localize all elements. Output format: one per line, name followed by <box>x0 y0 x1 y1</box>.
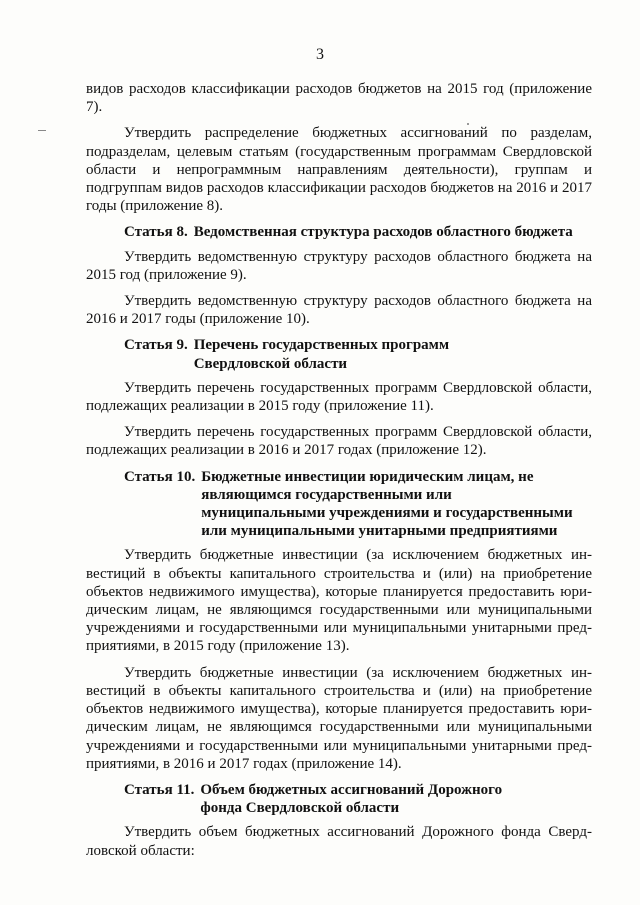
paragraph: Утвердить распределение бюджетных ассигнований по разделам, подразделам, целевым статьям (государственным программам Свердловской области и непрограммным направлениям деятельности), группам и подгруппам видов расходов классификации расходов бюджетов на 2016 и 2017 годы (приложение 8). <box>86 125 592 215</box>
paragraph: Утвердить ведомственную структуру расходов областного бюджета на 2016 и 2017 годы (приложение 10). <box>86 293 592 328</box>
paragraph: Утвердить бюджетные инвестиции (за исключением бюджетных инвестиций в объекты капитального строительства и (или) на приобретение объектов недвижимого имущества), которые планируется предоставить юридическим лицам, не являющимся государственными или муниципальными учреждениями и государственными или муниципальными унитарными предприятиями, в 2015 году (приложение 13). <box>86 547 592 655</box>
margin-mark <box>38 130 46 131</box>
article-title: Объем бюджетных ассигнований Дорожного фонда Свердловской области <box>200 781 503 817</box>
document-body <box>86 80 592 860</box>
paragraph: Утвердить бюджетные инвестиции (за исключением бюджетных инвестиций в объекты капитального строительства и (или) на приобретение объектов недвижимого имущества), которые планируется предоставить юридическим лицам, не являющимся государственными или муниципальными учреждениями и государственными или муниципальными унитарными предприятиями, в 2016 и 2017 годах (приложение 14). <box>86 664 592 772</box>
article-10-heading <box>86 468 592 541</box>
article-number: Статья 11. <box>124 781 195 798</box>
article-8-heading <box>86 223 592 241</box>
article-11-heading <box>86 781 592 817</box>
article-number: Статья 8. <box>124 224 188 241</box>
paragraph: Утвердить объем бюджетных ассигнований Дорожного фонда Свердловской области: <box>86 824 592 859</box>
article-title: Перечень государственных программ Свердловской области <box>193 337 450 372</box>
paragraph: Утвердить перечень государственных программ Свердловской области, подлежащих реализации в 2015 году (приложение 11). <box>86 379 592 415</box>
article-title: Ведомственная структура расходов областного бюджета <box>193 224 573 241</box>
paragraph-continuation: видов расходов классификации расходов бюджетов на 2015 год (приложение 7). <box>86 81 592 116</box>
paragraph: Утвердить ведомственную структуру расходов областного бюджета на 2015 год (приложение 9). <box>86 248 592 283</box>
article-number: Статья 10. <box>124 468 196 485</box>
paragraph: Утвердить перечень государственных программ Свердловской области, подлежащих реализации в 2016 и 2017 годах (приложение 12). <box>86 424 592 459</box>
article-number: Статья 9. <box>124 337 188 354</box>
article-9-heading <box>86 336 592 372</box>
page-number: 3 <box>316 46 324 63</box>
article-title: Бюджетные инвестиции юридическим лицам, не являющимся государственными или муниципальными учреждениями и государственными или муниципальными унитарными предприятиями <box>201 468 573 540</box>
